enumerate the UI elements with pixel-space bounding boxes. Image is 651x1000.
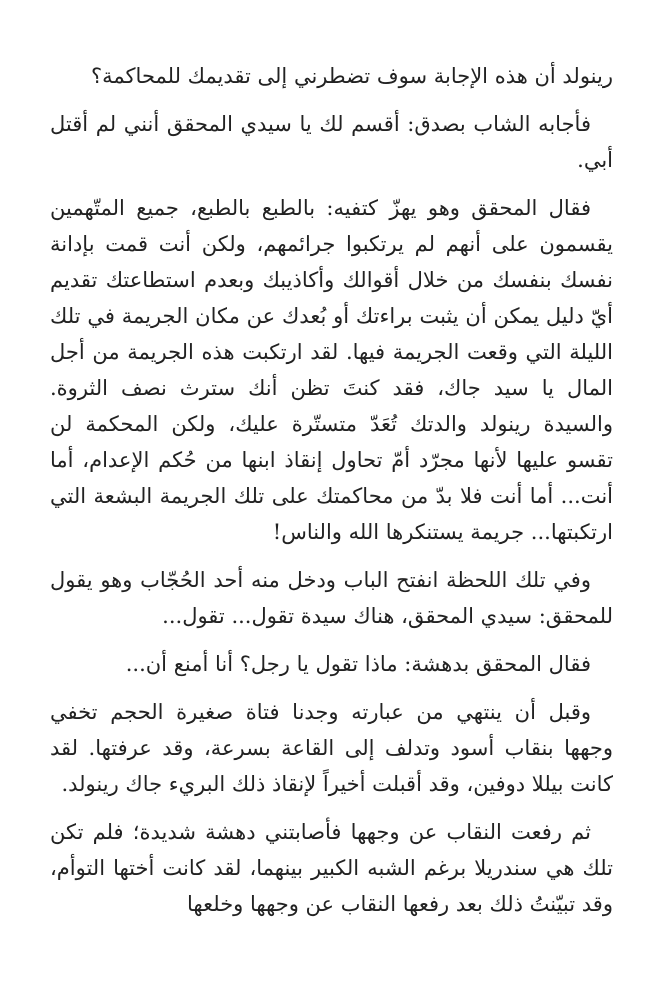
paragraph-5: فقال المحقق بدهشة: ماذا تقول يا رجل؟ أنا أمنع أن...	[125, 652, 591, 676]
document-page	[50, 58, 613, 934]
paragraph-1: رينولد أن هذه الإجابة سوف تضطرني إلى تقديمك للمحاكمة؟	[91, 64, 613, 88]
paragraph-6: وقبل أن ينتهي من عبارته وجدنا فتاة صغيرة الحجم تخفي وجهها بنقاب أسود وتدلف إلى القاعة بسرعة، وقد عرفتها. لقد كانت بيللا دوفين، وقد أقبلت أخيراً لإنقاذ ذلك البريء جاك رينولد.	[50, 700, 613, 796]
paragraph-4: وفي تلك اللحظة انفتح الباب ودخل منه أحد الحُجّاب وهو يقول للمحقق: سيدي المحقق، هناك سيدة تقول... تقول...	[50, 568, 613, 628]
paragraph-7: ثم رفعت النقاب عن وجهها فأصابتني دهشة شديدة؛ فلم تكن تلك هي سندريلا برغم الشبه الكبير بينهما، لقد كانت أختها التوأم، وقد تبيّنتُ ذلك بعد رفعها النقاب عن وجهها وخلعها	[50, 820, 613, 916]
paragraph-2: فأجابه الشاب بصدق: أقسم لك يا سيدي المحقق أنني لم أقتل أبي.	[50, 112, 613, 172]
paragraph-3: فقال المحقق وهو يهزّ كتفيه: بالطبع بالطبع، جميع المتّهمين يقسمون على أنهم لم يرتكبوا جرائمهم، ولكن أنت قمت بإدانة نفسك بنفسك من خلال أقوالك وأكاذيبك وبعدم استطاعتك تقديم أيّ دليل يمكن أن يثبت براءتك أو بُعدك عن مكان الجريمة في تلك الليلة التي وقعت الجريمة فيها. لقد ارتكبت هذه الجريمة من أجل المال يا سيد جاك، فقد كنتَ تظن أنك سترث نصف الثروة. والسيدة رينولد والدتك تُعَدّ متستّرة عليك، ولكن المحكمة لن تقسو عليها لأنها مجرّد أمّ تحاول إنقاذ ابنها من حُكم الإعدام، أما أنت... أما أنت فلا بدّ من محاكمتك على تلك الجريمة البشعة التي ارتكبتها... جريمة يستنكرها الله والناس!	[50, 196, 613, 544]
